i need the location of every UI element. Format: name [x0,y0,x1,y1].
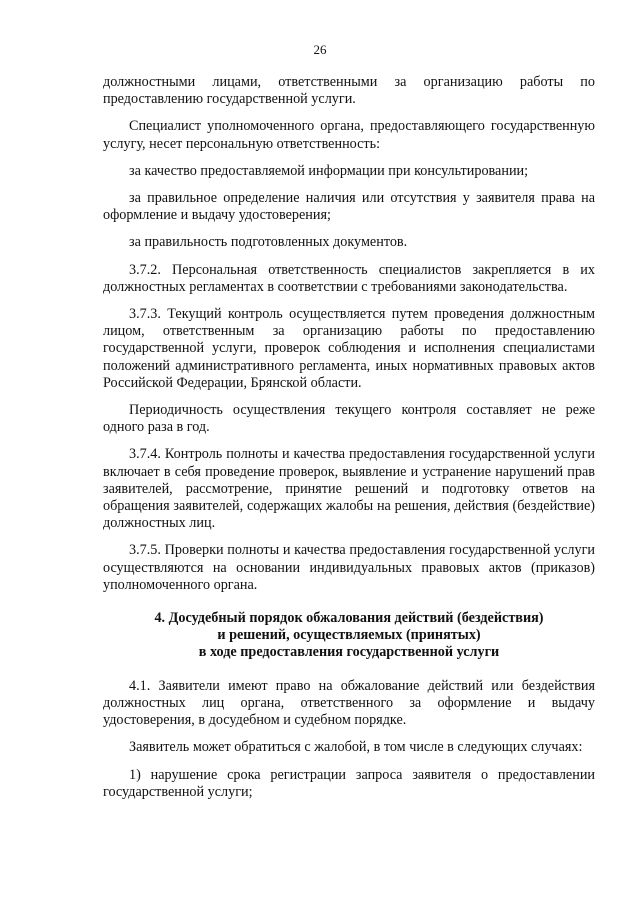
paragraph: Заявитель может обратиться с жалобой, в том числе в следующих случаях: [129,739,583,756]
paragraph: за правильность подготовленных документов. [129,234,408,251]
paragraph: должностными лицами, ответственными за организацию работы по предоставлению государственной услуги. [103,74,595,108]
paragraph: 3.7.5. Проверки полноты и качества предоставления государственной услуги осуществляются на основании индивидуальных правовых актов (приказов) уполномоченного органа. [103,542,595,593]
paragraph: Специалист уполномоченного органа, предоставляющего государственную услугу, несет персональную ответственность: [103,118,595,152]
paragraph: за правильное определение наличия или отсутствия у заявителя права на оформление и выдачу удостоверения; [103,190,595,224]
paragraph: Периодичность осуществления текущего контроля составляет не реже одного раза в год. [103,402,595,436]
paragraph: за качество предоставляемой информации при консультировании; [129,162,529,179]
paragraph: 3.7.2. Персональная ответственность специалистов закрепляется в их должностных регламентах в соответствии с требованиями законодательства. [103,261,595,295]
section-heading-line: 4. Досудебный порядок обжалования действий (бездействия) [154,610,544,627]
page-number: 26 [313,42,327,57]
paragraph: 3.7.4. Контроль полноты и качества предоставления государственной услуги включает в себя проведение проверок, выявление и устранение нарушений прав заявителей, рассмотрение, принятие решений и подготовку ответов на обращения заявителей, содержащих жалобы на решения, действия (бездействие) должностных лиц. [103,446,595,532]
paragraph: 4.1. Заявители имеют право на обжалование действий или бездействия должностных лиц органа, ответственного за оформление и выдачу удостоверения, в досудебном и судебном порядке. [103,677,595,729]
paragraphs-bottom [103,678,595,801]
page-content [103,74,595,811]
section-heading [103,610,595,662]
section-heading-line: и решений, осуществляемых (принятых) [217,627,481,644]
paragraph: 3.7.3. Текущий контроль осуществляется путем проведения должностным лицом, ответственным за организацию работы по предоставлению государственной услуги, проверок соблюдения и исполнения специалистами положений административного регламента, иных нормативных правовых актов Российской Федерации, Брянской области. [103,306,595,391]
paragraphs-top [103,74,595,594]
paragraph: 1) нарушение срока регистрации запроса заявителя о предоставлении государственной услуги; [103,766,595,800]
section-heading-line: в ходе предоставления государственной услуги [198,644,500,661]
